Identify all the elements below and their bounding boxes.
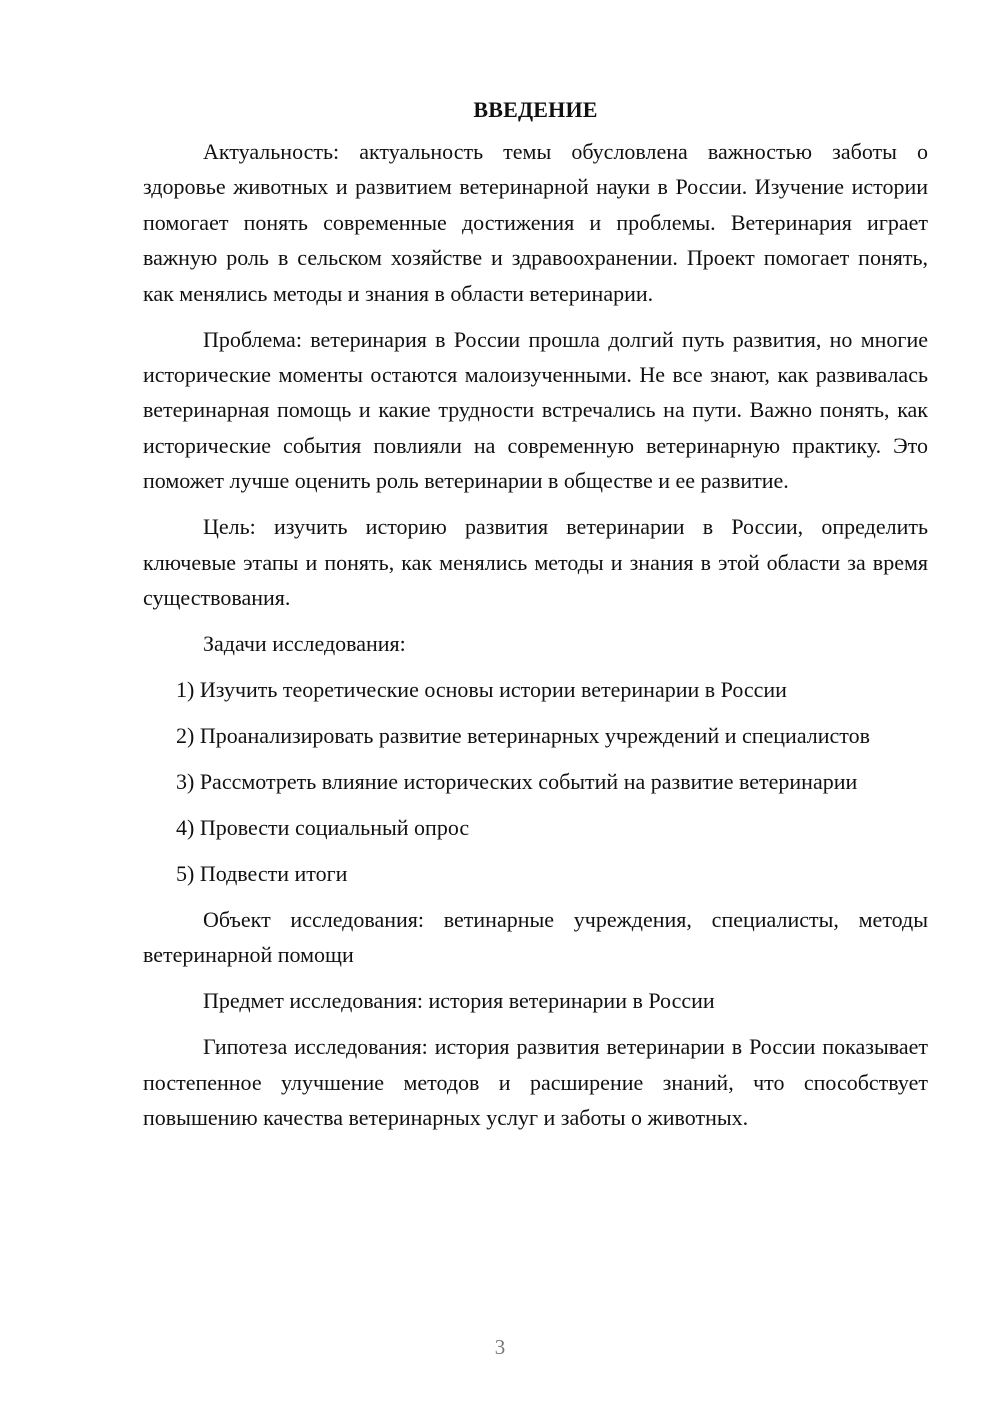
task-item: 1) Изучить теоретические основы истории ветеринарии в России <box>176 677 787 703</box>
tasks-list <box>143 672 928 891</box>
document-page <box>143 92 928 1136</box>
section-title: ВВЕДЕНИЕ <box>473 97 598 122</box>
task-item: 3) Рассмотреть влияние исторических событий на развитие ветеринарии <box>176 769 858 795</box>
tasks-heading: Задачи исследования: <box>203 631 406 657</box>
paragraph-problem: Проблема: ветеринария в России прошла долгий путь развития, но многие исторические моменты остаются малоизученными. Не все знают, как развивалась ветеринарная помощь и какие трудности встречались на пути. Важно понять, как исторические события повлияли на современную ветеринарную практику. Это поможет лучше оценить роль ветеринарии в обществе и ее развитие. <box>143 326 928 494</box>
page-number: 3 <box>494 1335 506 1359</box>
paragraph-object: Объект исследования: ветинарные учреждения, специалисты, методы ветеринарной помощи <box>143 907 928 968</box>
paragraph-relevance: Актуальность: актуальность темы обусловлена важностью заботы о здоровье животных и развитием ветеринарной науки в России. Изучение истории помогает понять современные достижения и проблемы. Ветеринария играет важную роль в сельском хозяйстве и здравоохранении. Проект помогает понять, как менялись методы и знания в области ветеринарии. <box>143 139 928 306</box>
task-item: 5) Подвести итоги <box>176 861 348 887</box>
task-item: 2) Проанализировать развитие ветеринарных учреждений и специалистов <box>176 723 871 749</box>
paragraph-hypothesis: Гипотеза исследования: история развития ветеринарии в России показывает постепенное улучшение методов и расширение знаний, что способствует повышению качества ветеринарных услуг и заботы о животных. <box>143 1034 928 1131</box>
task-item: 4) Провести социальный опрос <box>176 815 470 841</box>
paragraph-subject: Предмет исследования: история ветеринарии в России <box>203 988 715 1014</box>
paragraph-goal: Цель: изучить историю развития ветеринарии в России, определить ключевые этапы и понять, как менялись методы и знания в этой области за время существования. <box>143 514 928 611</box>
